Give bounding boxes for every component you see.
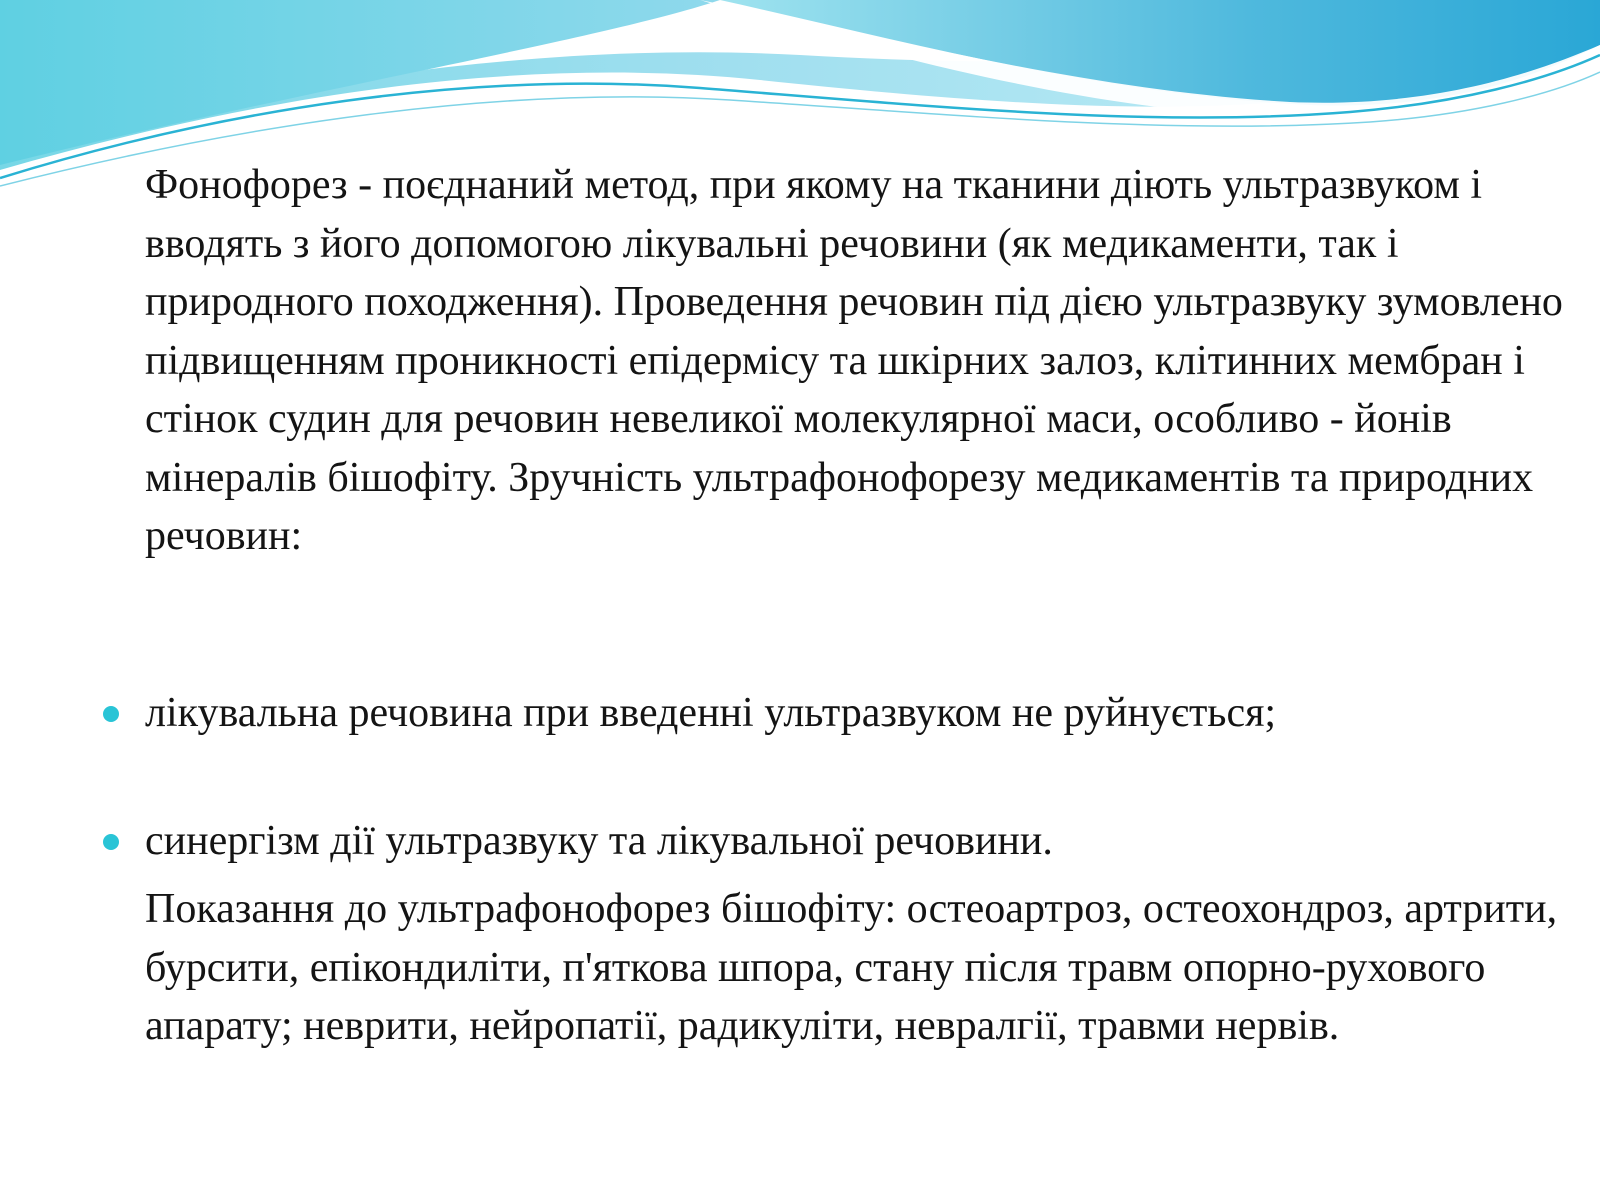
indications-paragraph: Показання до ультрафонофорез бішофіту: остеоартроз, остеохондроз, артрити, бурсити, епікондиліти, п'яткова шпора, стану після травм опорно-рухового апарату; неврити, нейропатії, радикуліти, невралгії, травми нервів.: [145, 886, 1558, 1049]
bullet-item: [145, 684, 1445, 743]
bullet-dot-icon: [103, 834, 119, 850]
bullet-item: [145, 812, 1445, 871]
bullet-dot-icon: [103, 706, 119, 722]
intro-paragraph: Фонофорез - поєднаний метод, при якому на тканини діють ультразвуком і вводять з його допомогою лікувальні речовини (як медикаменти, так і природного походження). Проведення речовин під дією ультразвуку зумовлено підвищенням проникності епідермісу та шкірних залоз, клітинних мембран і стінок судин для речовин невеликої молекулярної маси, особливо - йонів мінералів бішофіту. Зручність ультрафонофорезу медикаментів та природних речовин:: [145, 162, 1563, 559]
bullet-text: синергізм дії ультразвуку та лікувальної речовини.: [145, 818, 1053, 864]
bullet-text: лікувальна речовина при введенні ультразвуком не руйнується;: [145, 690, 1277, 736]
